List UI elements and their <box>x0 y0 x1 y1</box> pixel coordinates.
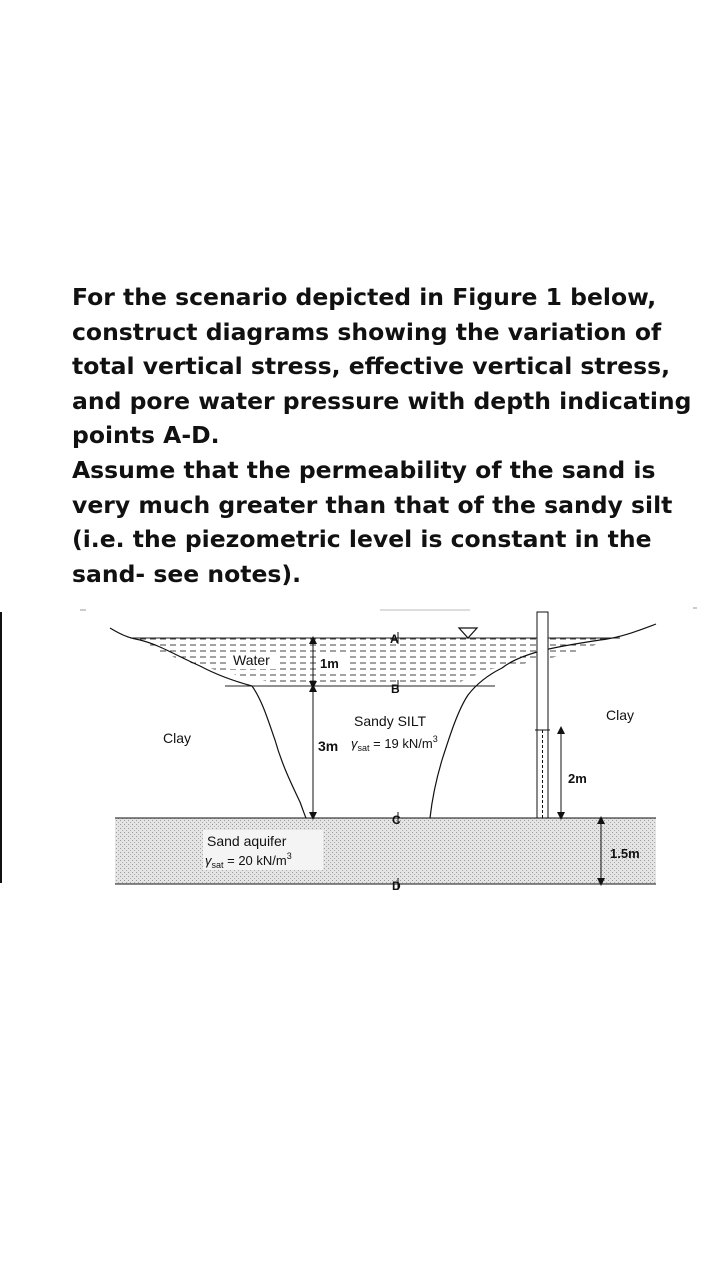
silt-unit-weight <box>351 734 438 753</box>
sand-gamma-symbol: γ <box>205 853 212 868</box>
depth-water-label: 1m <box>320 656 339 671</box>
clay-left-label: Clay <box>163 730 192 746</box>
soil-profile-figure <box>0 600 720 900</box>
silt-gamma-symbol: γ <box>351 736 358 751</box>
question-paragraph-1: For the scenario depicted in Figure 1 below, construct diagrams showing the variation of total vertical stress, effective vertical stress, and pore water pressure with depth indicating points A-D. <box>72 283 692 450</box>
silt-gamma-value: = 19 kN/m <box>369 736 433 751</box>
depth-sand-label: 1.5m <box>610 846 640 861</box>
point-b-label: B <box>391 682 400 696</box>
clay-right-label: Clay <box>606 707 635 723</box>
point-c-label: C <box>392 813 401 827</box>
sand-gamma-exp: 3 <box>286 851 292 861</box>
silt-gamma-sub: sat <box>357 743 370 753</box>
sandy-silt-label: Sandy SILT <box>354 713 427 729</box>
point-d-label: D <box>392 879 401 893</box>
silt-gamma-exp: 3 <box>432 734 438 744</box>
water-level-triangle <box>459 628 477 638</box>
water-label: Water <box>233 652 270 668</box>
sand-gamma-value: = 20 kN/m <box>223 853 287 868</box>
sand-aquifer-layer <box>115 818 656 884</box>
sand-aquifer-label: Sand aquifer <box>207 833 287 849</box>
question-paragraph-2: Assume that the permeability of the sand is very much greater than that of the sandy silt (i.e. the piezometric level is constant in the sand- see notes). <box>72 455 673 588</box>
question-text <box>72 280 712 591</box>
piezometer-height-label: 2m <box>568 771 587 786</box>
depth-silt-label: 3m <box>318 738 339 754</box>
sand-gamma-sub: sat <box>211 860 224 870</box>
point-a-label: A <box>390 632 399 646</box>
